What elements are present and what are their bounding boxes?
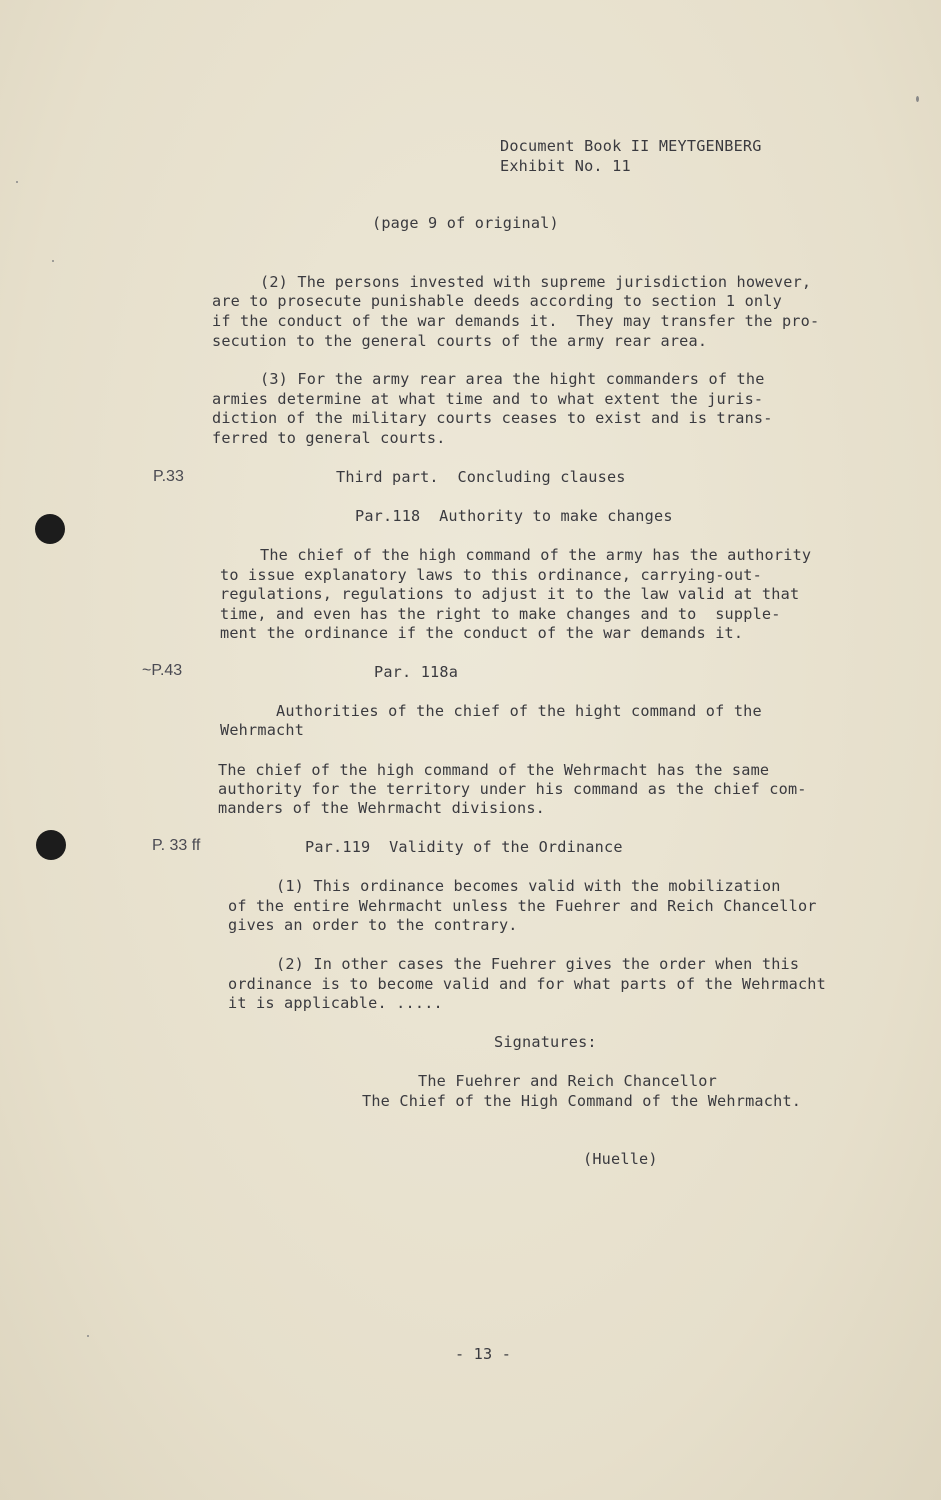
par119-2-line-1: (2) In other cases the Fuehrer gives the order when this xyxy=(276,955,800,973)
margin-note-p33ff: P. 33 ff xyxy=(152,837,201,854)
paper-speck xyxy=(87,1335,89,1337)
par118a-line-2: authority for the territory under his command as the chief com- xyxy=(218,780,807,798)
par118a-title-line-1: Authorities of the chief of the hight command of the xyxy=(276,702,762,720)
par119-2-line-2: ordinance is to become valid and for what parts of the Wehrmacht xyxy=(228,975,826,993)
par118-line-1: The chief of the high command of the army has the authority xyxy=(260,546,812,564)
margin-note-p43: ~P.43 xyxy=(142,662,183,679)
par118a-line-3: manders of the Wehrmacht divisions. xyxy=(218,799,546,817)
signed-name: (Huelle) xyxy=(583,1150,658,1168)
par118a-heading: Par. 118a xyxy=(374,663,459,681)
punch-hole-bottom xyxy=(36,830,66,860)
exhibit-number-line: Exhibit No. 11 xyxy=(500,157,631,175)
para2-line-1: (2) The persons invested with supreme jurisdiction however, xyxy=(260,273,812,291)
paper-speck xyxy=(16,181,18,183)
par119-2-line-3: it is applicable. ..... xyxy=(228,994,443,1012)
para3-line-2: armies determine at what time and to what extent the juris- xyxy=(212,390,764,408)
par118a-line-1: The chief of the high command of the Wehrmacht has the same xyxy=(218,761,770,779)
page-number: - 13 - xyxy=(455,1345,512,1363)
par118-line-3: regulations, regulations to adjust it to the law valid at that xyxy=(220,585,800,603)
para3-line-1: (3) For the army rear area the hight commanders of the xyxy=(260,370,765,388)
para3-line-4: ferred to general courts. xyxy=(212,429,446,447)
par118a-title-line-2: Wehrmacht xyxy=(220,721,305,739)
paper-speck xyxy=(916,96,919,102)
par119-1-line-2: of the entire Wehrmacht unless the Fuehrer and Reich Chancellor xyxy=(228,897,817,915)
signatory-fuehrer: The Fuehrer and Reich Chancellor xyxy=(418,1072,717,1090)
par119-1-line-1: (1) This ordinance becomes valid with the mobilization xyxy=(276,877,781,895)
par119-heading: Par.119 Validity of the Ordinance xyxy=(305,838,623,856)
signatory-chief-high-command: The Chief of the High Command of the Wehrmacht. xyxy=(362,1092,802,1110)
page-reference: (page 9 of original) xyxy=(372,214,559,232)
para2-line-2: are to prosecute punishable deeds according to section 1 only xyxy=(212,292,782,310)
third-part-heading: Third part. Concluding clauses xyxy=(336,468,626,486)
par118-line-2: to issue explanatory laws to this ordinance, carrying-out- xyxy=(220,566,762,584)
para2-line-3: if the conduct of the war demands it. They may transfer the pro- xyxy=(212,312,820,330)
document-book-line: Document Book II MEYTGENBERG xyxy=(500,137,762,155)
margin-note-p33: P.33 xyxy=(153,468,184,485)
paper-speck xyxy=(52,260,54,262)
para3-line-3: diction of the military courts ceases to exist and is trans- xyxy=(212,409,773,427)
signatures-label: Signatures: xyxy=(494,1033,597,1051)
par118-line-5: ment the ordinance if the conduct of the war demands it. xyxy=(220,624,744,642)
par118-line-4: time, and even has the right to make changes and to supple- xyxy=(220,605,781,623)
para2-line-4: secution to the general courts of the army rear area. xyxy=(212,332,708,350)
par119-1-line-3: gives an order to the contrary. xyxy=(228,916,518,934)
punch-hole-top xyxy=(35,514,65,544)
par118-heading: Par.118 Authority to make changes xyxy=(355,507,673,525)
